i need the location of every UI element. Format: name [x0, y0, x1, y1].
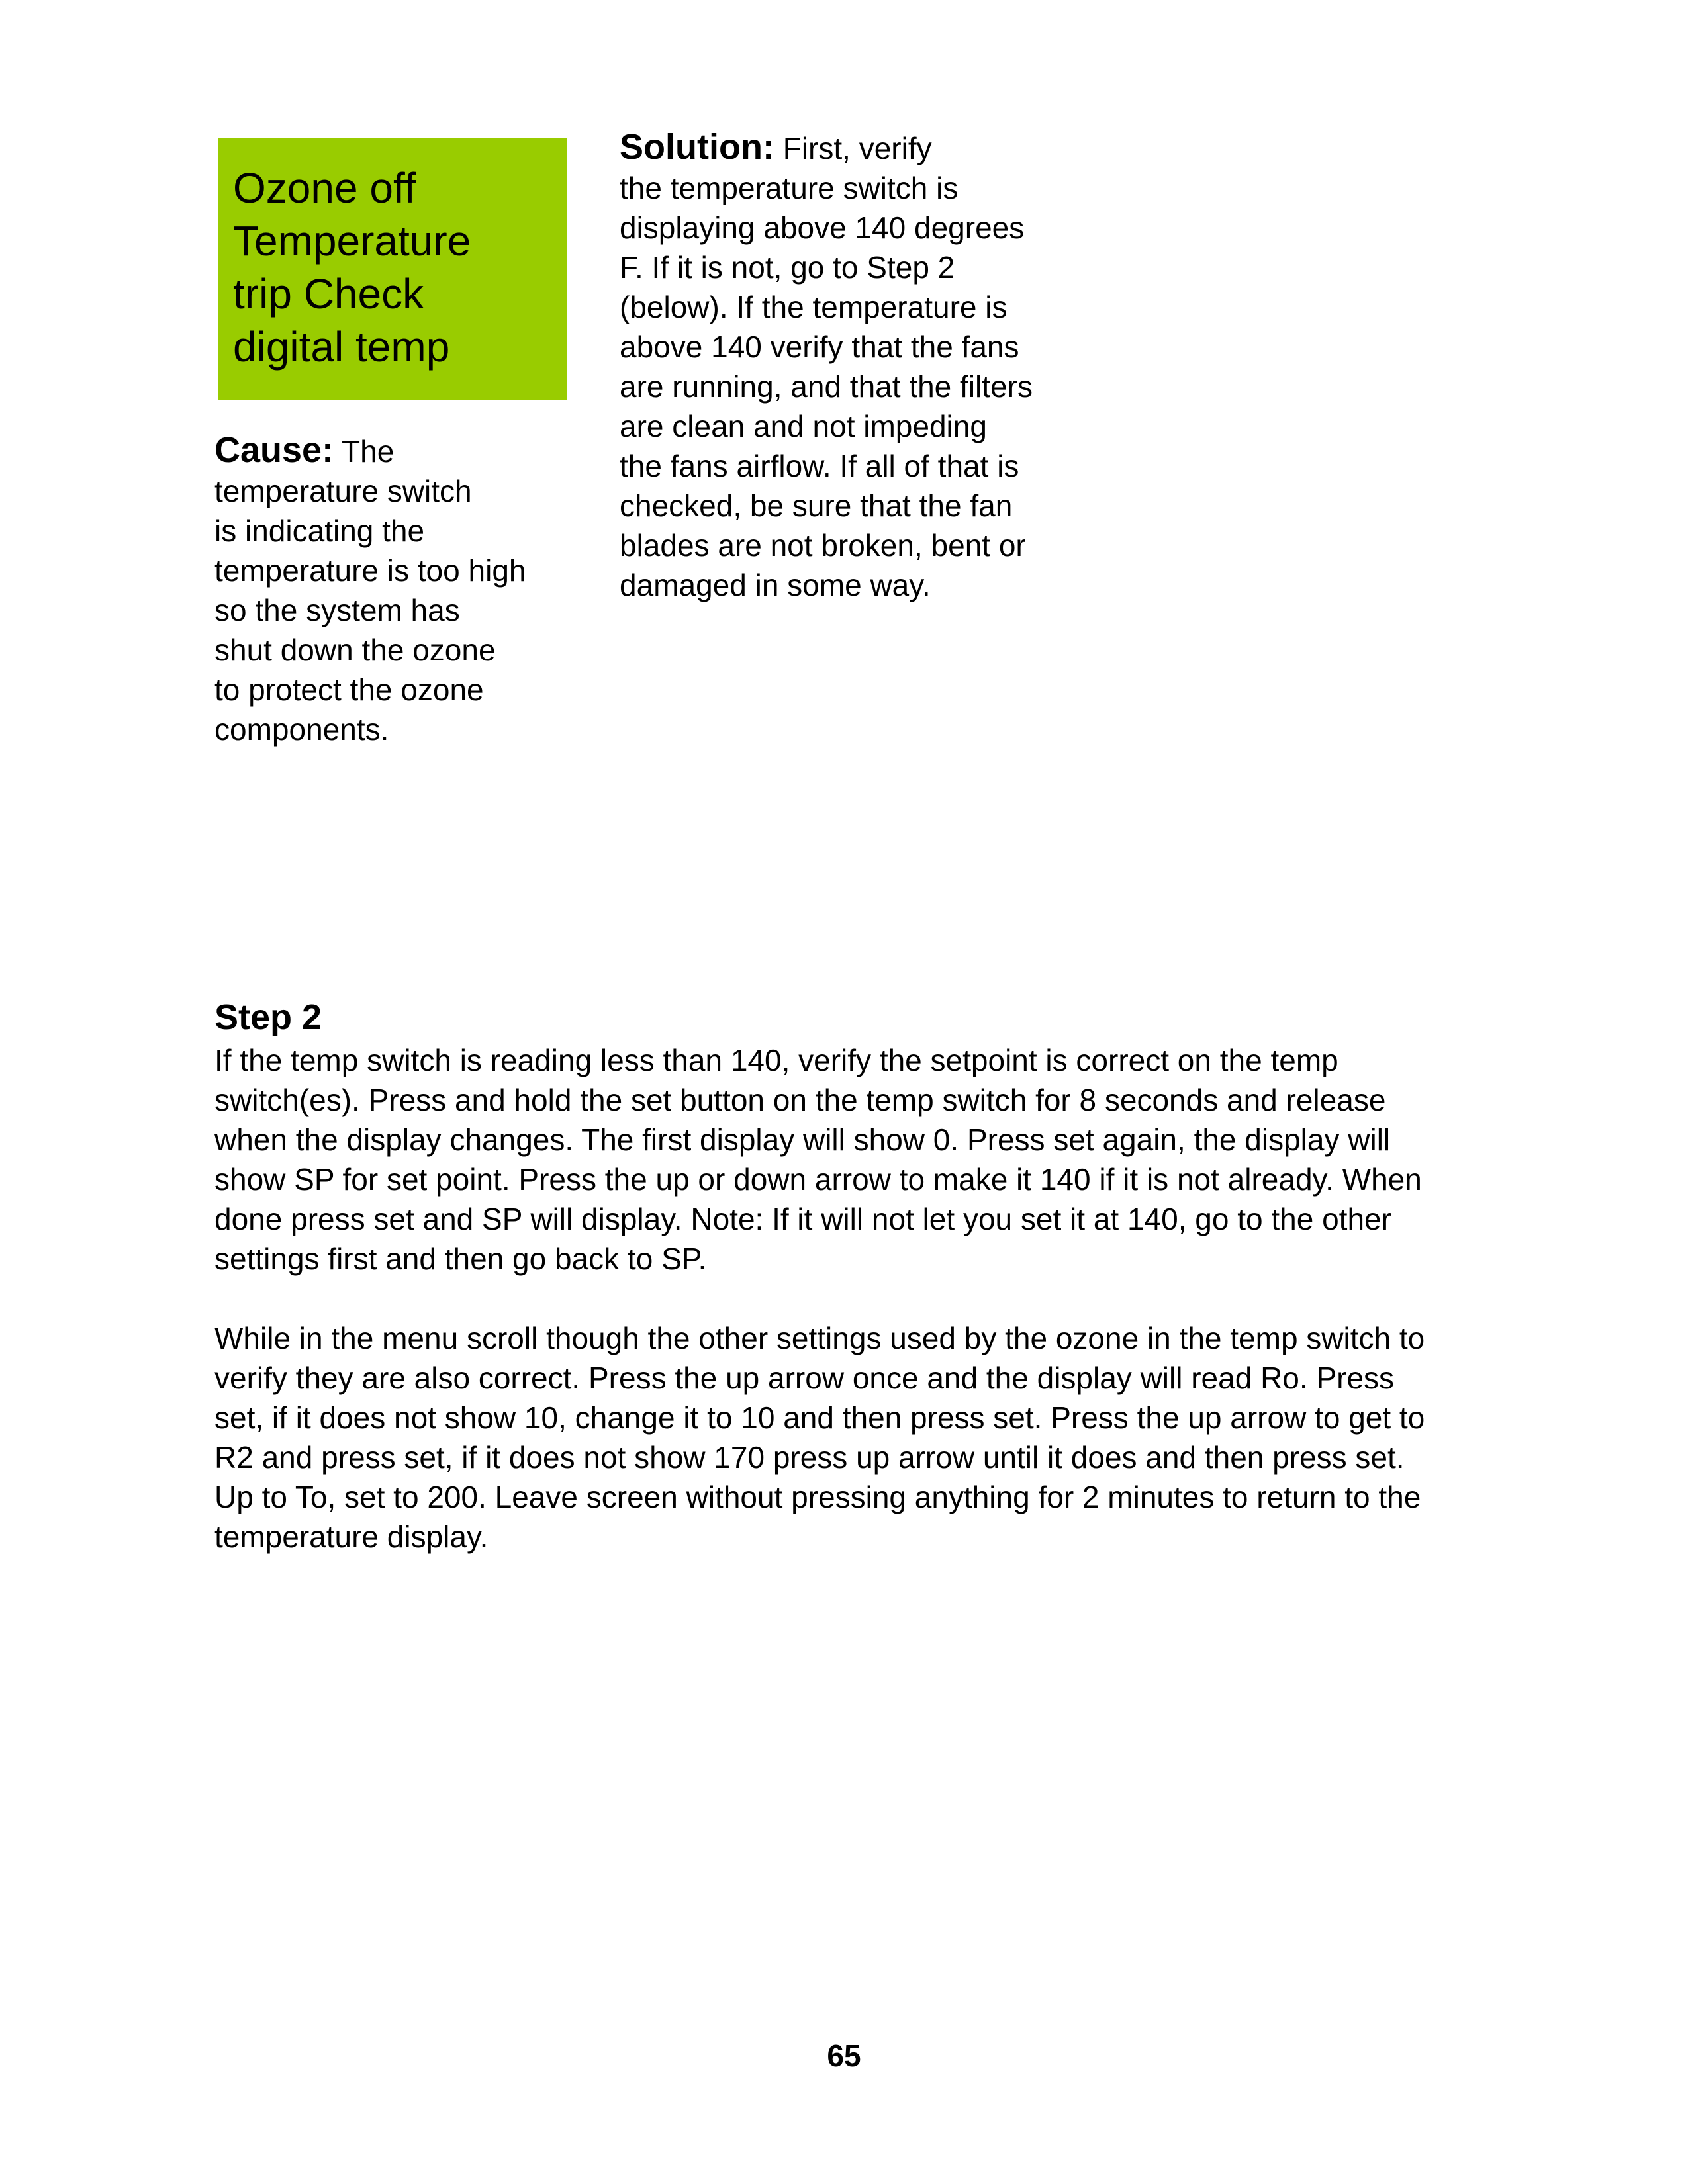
solution-text-line: blades are not broken, bent or [620, 528, 1026, 563]
solution-first-line [620, 127, 1083, 168]
solution-text-line: (below). If the temperature is [620, 290, 1008, 324]
solution-text-line: are running, and that the filters [620, 369, 1033, 404]
title-line: Temperature [233, 217, 471, 265]
paragraph-line: R2 and press set, if it does not show 170 press up arrow until it does and then press set. [214, 1440, 1405, 1475]
solution-text-line: damaged in some way. [620, 568, 931, 602]
solution-text-line: displaying above 140 degrees [620, 210, 1025, 245]
paragraph-line: done press set and SP will display. Note: If it will not let you set it at 140, go to the other [214, 1202, 1391, 1236]
solution-text-line: the temperature switch is [620, 171, 959, 205]
step-2-heading: Step 2 [214, 997, 322, 1037]
paragraph-line: settings first and then go back to SP. [214, 1242, 707, 1276]
page-number: 65 [827, 2038, 861, 2073]
step-2-paragraph-1 [214, 1040, 1552, 1279]
solution-text-line: above 140 verify that the fans [620, 330, 1019, 364]
cause-text-line: to protect the ozone [214, 672, 484, 707]
paragraph-line: While in the menu scroll though the other settings used by the ozone in the temp switch to [214, 1321, 1425, 1355]
solution-text-line: F. If it is not, go to Step 2 [620, 250, 955, 285]
title-line: Ozone off [233, 164, 416, 212]
cause-first-line [214, 430, 559, 471]
paragraph-spacer [214, 1279, 1552, 1318]
solution-text-line: checked, be sure that the fan [620, 488, 1013, 523]
step-2-section [214, 994, 1552, 1557]
solution-text-line: First, verify [774, 131, 932, 165]
cause-text-line: shut down the ozone [214, 633, 496, 667]
cause-text-line: so the system has [214, 593, 460, 627]
cause-label: Cause: [214, 430, 334, 470]
paragraph-line: show SP for set point. Press the up or down arrow to make it 140 if it is not already. When [214, 1162, 1422, 1197]
title-line: trip Check [233, 270, 424, 318]
step-2-paragraph-2 [214, 1318, 1552, 1557]
paragraph-line: verify they are also correct. Press the up arrow once and the display will read Ro. Press [214, 1361, 1395, 1395]
paragraph-line: Up to To, set to 200. Leave screen without pressing anything for 2 minutes to return to the [214, 1480, 1421, 1514]
solution-label: Solution: [620, 127, 774, 167]
solution-section [620, 127, 1083, 605]
cause-text-line: temperature is too high [214, 553, 526, 588]
title-line: digital temp [233, 323, 450, 371]
cause-section [214, 430, 559, 749]
paragraph-line: set, if it does not show 10, change it to 10 and then press set. Press the up arrow to get to [214, 1400, 1425, 1435]
cause-text-line: components. [214, 712, 389, 747]
paragraph-line: If the temp switch is reading less than 140, verify the setpoint is correct on the temp [214, 1043, 1338, 1077]
title-box [218, 138, 567, 400]
cause-text-line: The [334, 434, 395, 469]
solution-text-line: are clean and not impeding [620, 409, 987, 443]
cause-text-line: temperature switch [214, 474, 472, 508]
paragraph-line: when the display changes. The first display will show 0. Press set again, the display will [214, 1122, 1391, 1157]
paragraph-line: temperature display. [214, 1520, 489, 1554]
cause-text-line: is indicating the [214, 514, 425, 548]
paragraph-line: switch(es). Press and hold the set button on the temp switch for 8 seconds and release [214, 1083, 1386, 1117]
solution-text-line: the fans airflow. If all of that is [620, 449, 1019, 483]
